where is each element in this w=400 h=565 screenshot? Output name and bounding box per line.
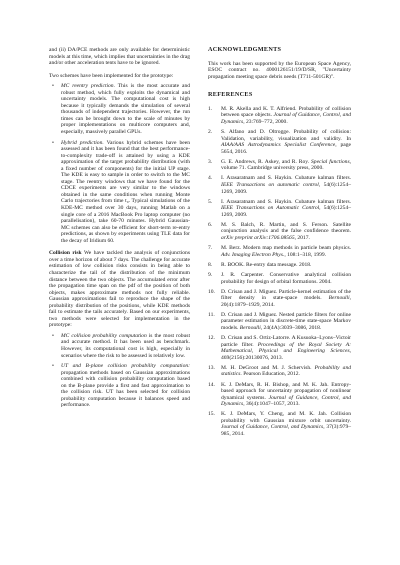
reference-details: , 24(4A):3039–3086, 2018. [260, 324, 322, 331]
reference-text: R. BOOK. Re-entry data message. 2018. [221, 261, 312, 268]
reference-item [208, 175, 351, 195]
reference-venue: IEEE Transactions on automatic control [221, 181, 319, 188]
list-item [49, 333, 190, 359]
bullet-text: Various hybrid schemes have been assessed and it has been found that the best performance-to-complexity trade-off is attained by using a KDE approximation of the target probability distribution (with a fixed number of components) for the initial UP stage. The KDE is easy to sample in order to switch to the MC stage. The reentry windows that we have found for the CDCE experiments are very similar to the windows obtained in the same conditions when running Monte Carlo trajectories from time t₀. Typical simulations of the KDE-MC method over 30 days, running Matlab on a single core of a 2016 MacBook Pro laptop computer (no parallelisation), take 60-70 minutes. Hybrid Gaussian-MC schemes can also be efficient for short-term re-entry predictions, as shown by experiments using TLE data for the decay of Iridium 60. [61, 139, 190, 244]
reference-details: , 108:1–318, 1999. [284, 251, 327, 258]
list-item [49, 363, 190, 409]
reference-text: D. Crisan and J. Miguez. Particle-kernel estimation of the filter density in state-space models. [221, 288, 351, 302]
reference-text: K. J. DeMars, Y. Cheng, and M. K. Jah. Collision probability with Gaussian mixture orbit uncertainty. [221, 411, 351, 424]
bullet-lead: Hybrid prediction. [61, 139, 104, 146]
reference-venue: Probability and statistics [221, 364, 351, 378]
acknowledgments-heading: ACKNOWLEDGMENTS [208, 46, 282, 53]
collision-paragraph [49, 250, 190, 329]
reference-item [208, 106, 351, 126]
reference-text: D. Crisan and S. Ortiz-Latorre. A Kusuoka–Lyons–Victoir particle filter. [221, 335, 351, 348]
reference-venue: Journal of Guidance, Control, and Dynamics [221, 424, 324, 431]
reference-text: I. Arasaratnam and S. Haykin. Cubature kalman filters. [221, 198, 351, 205]
reference-venue: IEEE Transactions on Automatic Control [221, 205, 320, 212]
acknowledgments-text: This work has been supported by the European Space Agency, ESOC contract no. 4000126151/19/D/SR, "Uncertainty propagation meeting space debris needs (T711-501GR)". [208, 60, 351, 80]
bullet-text: This is the most accurate and robust method, which fully exploits the dynamical and uncertainty models. The computational cost is high because it typically demands the simulation of several thousands of independent trajectories. However, the run times can be brought down to the scale of minutes by proper implementations on multicore computers and, especially, massively parallel GPUs. [61, 83, 191, 136]
reference-text: I. Arasaratnam and S. Haykin. Cubature kalman filters. [221, 175, 351, 182]
reference-item [208, 411, 351, 437]
reference-text: M. R. Akella and K. T. Alfriend. Probability of collision between space objects. [221, 105, 351, 119]
reference-number: 11. [208, 311, 215, 318]
reference-details: , 469(2156):20130076, 2013. [221, 348, 351, 361]
reference-venue: AIAA/AAS Astrodynamics Specialist Conference [221, 142, 336, 149]
reference-number: 14. [208, 381, 215, 388]
reference-number: 4. [208, 175, 213, 182]
right-column [208, 47, 351, 441]
reference-text: M. H. DeGroot and M. J. Schervish. [221, 364, 315, 371]
reference-venue: Special functions [311, 158, 350, 165]
reference-text: S. Alfano and D. Oltrogge. Probability of collision: Validation, variability, visualization and validity. In [221, 128, 351, 142]
reference-item [208, 159, 351, 172]
scheme-list [49, 83, 190, 244]
reference-venue: Bernoulli [328, 295, 350, 302]
reference-item [208, 382, 351, 408]
references-list [208, 106, 351, 438]
bullet-text: propagation methods based on Gaussian approximations combined with collision probability computation based on the B-plane provide a first and fast approximation to the collision risk. UT has been selected for collision probability computation because it balances speed and performance. [61, 369, 190, 409]
reference-venue: arXiv preprint arXiv:1706.08565 [221, 235, 295, 241]
reference-venue: Proceedings of the Royal Society A: Mathematical, Physical and Engineering Sciences [221, 341, 351, 355]
reference-text: M. S. Balch, R. Martin, and S. Ferson. Satellite conjunction analysis and the false confidence theorem. [221, 221, 351, 235]
reference-number: 15. [208, 411, 215, 418]
collision-text: We have tackled the analysis of conjunctions over a time horizon of about 7 days. The challenge for accurate estimation of low collision risks consists in being able to characterize the tail of the distribution of the minimum distance between the two objects. The accumulated error after the propagation time span on the pdf of the position of both objects, makes approximate methods not fully reliable. Gaussian approximations fail to reproduce the shape of the probability distribution of the positions, while KDE methods fail to estimate the tails accurately. Based on our experiments, two methods were selected for implementation in the prototype: [49, 250, 190, 329]
reference-item [208, 272, 351, 285]
list-item [49, 140, 190, 245]
bullet-lead: MC collision probability computation [61, 332, 147, 339]
reference-details: . Pearson Education, 2012. [240, 371, 300, 378]
reference-number: 3. [208, 158, 213, 165]
bullet-text: is the most robust and accurate method. It has been used as benchmark. However, its computational cost is high, especially in scenarios where the risk to be assessed is relatively low. [61, 332, 190, 359]
reference-item [208, 289, 351, 309]
reference-item [208, 312, 351, 332]
reference-item [208, 335, 351, 361]
reference-item [208, 245, 351, 258]
bullet-lead: MC reentry prediction. [61, 83, 115, 90]
intro-paragraph: and (ii) DA/PCE methods are only available for deterministic models at this time, which implies that uncertainties in the drag and/or other acceleration tents have to be ignored. [49, 47, 190, 67]
reference-details: , 54(6):1254–1269, 2009. [221, 205, 351, 218]
collision-lead: Collision risk [49, 250, 82, 257]
reference-number: 13. [208, 364, 215, 371]
reference-item [208, 199, 351, 219]
reference-number: 12. [208, 335, 215, 342]
reference-number: 9. [208, 271, 213, 278]
reference-text: D. Crisan and J. Miguez. Nested particle filters for online parameter estimation in discrete-time state-space Markov models. [221, 311, 351, 331]
schemes-intro: Two schemes have been implemented for the prototype: [49, 72, 174, 79]
reference-text: M. Berz. Modern map methods in particle beam physics. [221, 245, 351, 252]
reference-number: 8. [208, 261, 213, 268]
reference-venue: Bernoulli [239, 324, 261, 331]
reference-details: , 23:769–772, 2000. [243, 118, 288, 125]
reference-number: 10. [208, 288, 215, 295]
reference-item [208, 365, 351, 378]
reference-details: , 37(3):979–985, 2014. [221, 424, 351, 438]
reference-item [208, 222, 351, 242]
reference-number: 5. [208, 198, 213, 205]
list-item [49, 83, 190, 135]
reference-text: K. J. DeMars, R. H. Bishop, and M. K. Jah. Entropy-based approach for uncertainty propagation of nonlinear dynamical systems. [221, 381, 351, 401]
reference-details: , 36(4):1047–1057, 2013. [243, 401, 300, 408]
reference-number: 6. [208, 221, 213, 228]
reference-details: , 2017. [294, 235, 310, 241]
reference-venue: Adv. Imaging Electron Phys. [221, 251, 285, 258]
reference-text: G. E. Andrews, R. Askey, and R. Roy. [221, 158, 312, 165]
reference-item [208, 262, 351, 269]
reference-item [208, 129, 351, 155]
left-column [49, 47, 190, 413]
reference-number: 2. [208, 128, 213, 135]
reference-details: , volume 71. Cambridge university press, 2000. [221, 158, 351, 172]
reference-venue: Journal of Guidance, Control, and Dynamics [221, 112, 351, 125]
reference-venue: Journal of Guidance, Control, and Dynamics [221, 394, 351, 408]
bullet-lead: UT and B-plane collision probability computation: [61, 363, 190, 370]
reference-number: 7. [208, 245, 213, 252]
reference-details: , 54(6):1254–1269, 2009. [221, 181, 351, 195]
reference-text: J. R. Carpenter. Conservative analytical collision probability for design of orbital formations. 2004. [221, 271, 351, 285]
references-heading: REFERENCES [208, 91, 253, 99]
reference-details: , 20(4):1879–1929, 2014. [221, 295, 351, 308]
reference-details: , page 5654, 2016. [221, 142, 351, 155]
collision-method-list [49, 333, 190, 409]
reference-number: 1. [208, 105, 213, 112]
